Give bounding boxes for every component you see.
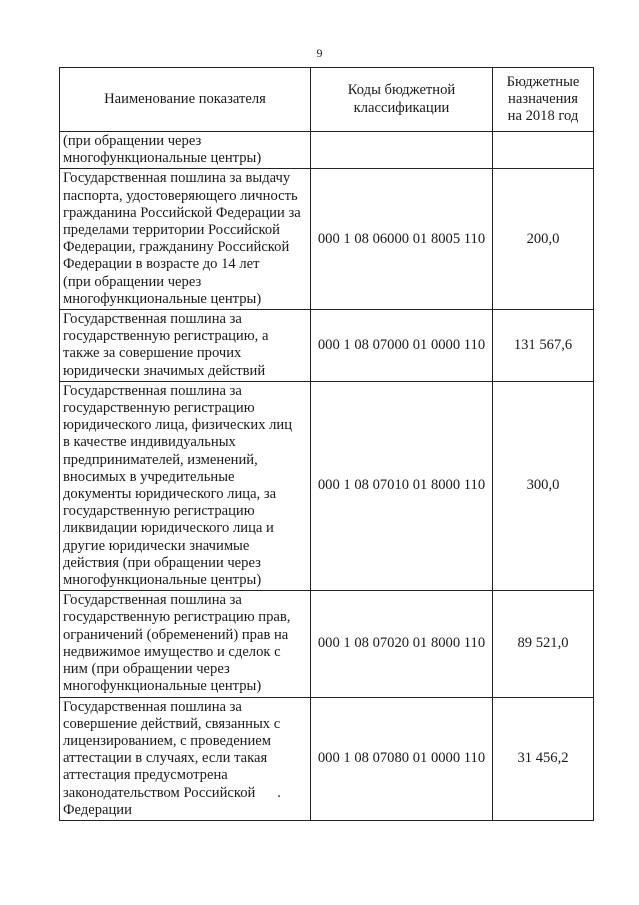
table-row — [60, 310, 594, 382]
name-line: государственную регистрацию — [63, 503, 255, 520]
name-line: Федерации в возрасте до 14 лет — [63, 256, 260, 273]
name-line: действия (при обращении через — [63, 554, 261, 571]
name-line: в качестве индивидуальных — [63, 434, 236, 451]
name-line: гражданина Российской Федерации за — [63, 204, 301, 221]
name-line: недвижимое имущество и сделок с — [63, 643, 281, 660]
header-row — [60, 68, 594, 132]
name-line: ограничений (обременений) прав на — [63, 626, 289, 643]
name-line: пределами территории Российской — [63, 222, 280, 239]
name-line: документы юридического лица, за — [63, 486, 277, 503]
name-line: Государственная пошлина за — [63, 698, 242, 715]
row-code-cell: 000 1 08 06000 01 8005 110 — [311, 169, 493, 310]
name-line: ликвидации юридического лица и — [63, 520, 274, 537]
row-name-cell — [60, 697, 311, 820]
row-amount-cell: 89 521,0 — [493, 591, 594, 697]
row-amount-cell: 131 567,6 — [493, 310, 594, 382]
name-line: Государственная пошлина за — [63, 592, 242, 609]
row-name-cell — [60, 381, 311, 590]
table-row — [60, 169, 594, 310]
name-line: паспорта, удостоверяющего личность — [63, 187, 298, 204]
row-name-cell — [60, 310, 311, 382]
table-row — [60, 381, 594, 590]
name-line: лицензированием, с проведением — [63, 732, 272, 749]
row-code-cell: 000 1 08 07080 01 0000 110 — [311, 697, 493, 820]
row-name-cell — [60, 169, 311, 310]
row-code-cell: 000 1 08 07000 01 0000 110 — [311, 310, 493, 382]
header-code-line: классификации — [353, 99, 450, 116]
header-amount-line: Бюджетные — [506, 73, 580, 90]
header-amount-line: на 2018 год — [507, 108, 579, 125]
name-line: совершение действий, связанных с — [63, 715, 281, 732]
header-name-text: Наименование показателя — [104, 90, 266, 107]
name-line: законодательством Российской . — [63, 784, 281, 801]
name-line: многофункциональные центры) — [63, 150, 262, 167]
name-line: многофункциональные центры) — [63, 290, 262, 307]
name-line: Государственная пошлина за выдачу — [63, 170, 291, 187]
name-line: многофункциональные центры) — [63, 572, 262, 589]
budget-table — [59, 67, 594, 821]
header-code-line: Коды бюджетной — [347, 82, 456, 99]
row-code-cell: 000 1 08 07020 01 8000 110 — [311, 591, 493, 697]
row-name-cell — [60, 591, 311, 697]
name-line: Федерации, гражданину Российской — [63, 239, 290, 256]
row-amount-cell: 31 456,2 — [493, 697, 594, 820]
row-code-cell — [311, 132, 493, 169]
name-line: аттестация предусмотрена — [63, 767, 228, 784]
name-line: многофункциональные центры) — [63, 678, 262, 695]
name-line: также за совершение прочих — [63, 345, 242, 362]
name-line: предпринимателей, изменений, — [63, 451, 258, 468]
name-line: государственную регистрацию, а — [63, 328, 269, 345]
name-line: юридически значимых действий — [63, 362, 266, 379]
name-line: Федерации — [63, 801, 132, 818]
row-amount-cell: 200,0 — [493, 169, 594, 310]
row-amount-cell — [493, 132, 594, 169]
header-amount-line: назначения — [508, 90, 578, 107]
row-code-cell: 000 1 08 07010 01 8000 110 — [311, 381, 493, 590]
row-name-cell — [60, 132, 311, 169]
header-code — [311, 68, 493, 132]
name-line: вносимых в учредительные — [63, 468, 235, 485]
table-row — [60, 697, 594, 820]
table-row — [60, 132, 594, 169]
header-amount — [493, 68, 594, 132]
name-line: аттестации в случаях, если такая — [63, 750, 268, 767]
name-line: другие юридически значимые — [63, 537, 250, 554]
name-line: государственную регистрацию прав, — [63, 609, 291, 626]
page-number: 9 — [316, 46, 323, 60]
name-line: (при обращении через — [63, 133, 202, 149]
name-line: государственную регистрацию — [63, 400, 255, 417]
name-line: ним (при обращении через — [63, 661, 230, 678]
row-amount-cell: 300,0 — [493, 381, 594, 590]
name-line: юридического лица, физических лиц — [63, 417, 293, 434]
name-line: (при обращении через — [63, 273, 202, 290]
table-row — [60, 591, 594, 697]
header-name — [60, 68, 311, 132]
name-line: Государственная пошлина за — [63, 311, 242, 328]
name-line: Государственная пошлина за — [63, 382, 242, 399]
